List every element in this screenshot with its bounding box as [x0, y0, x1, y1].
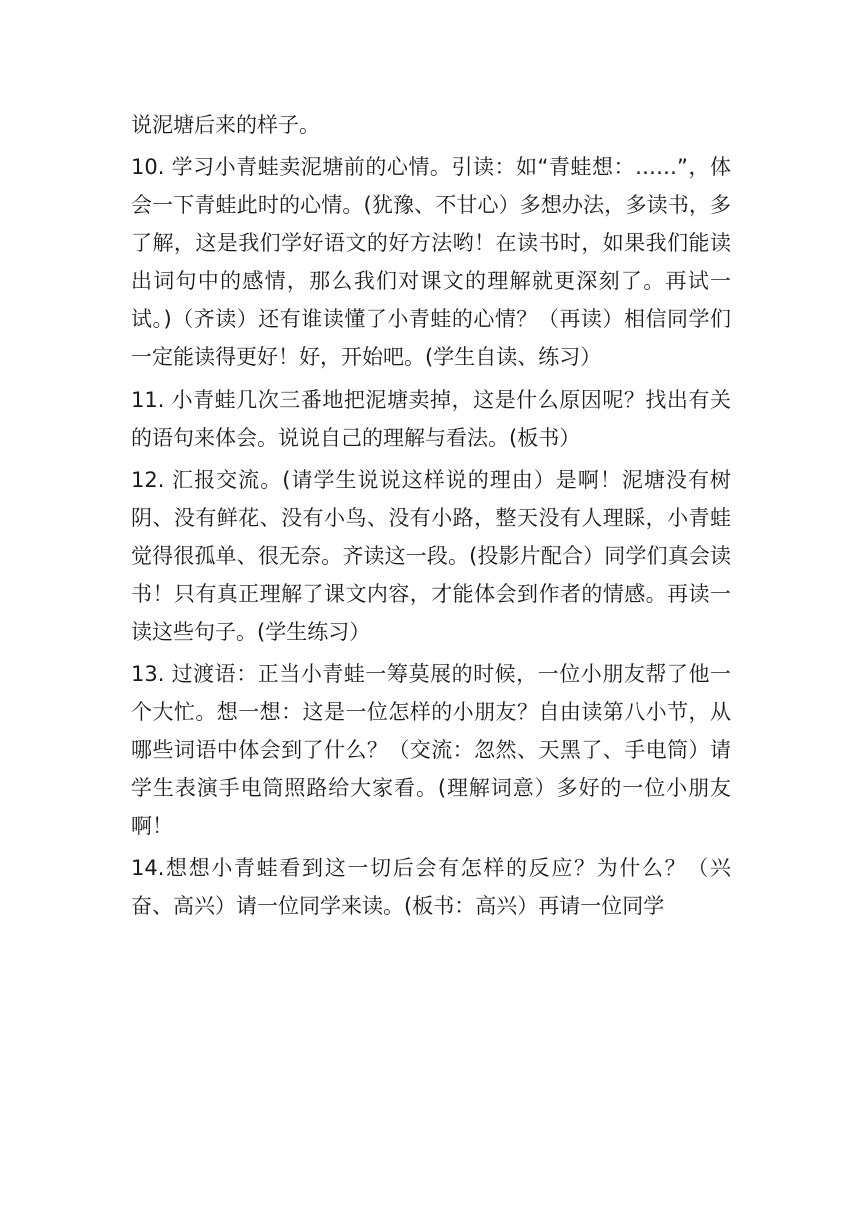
paragraph-continuation: 说泥塘后来的样子。: [131, 113, 320, 137]
paragraph-step-13: 13. 过渡语：正当小青蛙一筹莫展的时候，一位小朋友帮了他一个大忙。想一想：这是一位怎样的小朋友？自由读第八小节，从哪些词语中体会到了什么？（交流：忽然、天黑了、手电筒）请学生表演手电筒照路给大家看。(理解词意）多好的一位小朋友啊！: [131, 662, 731, 839]
document-body: [131, 106, 731, 930]
paragraph-step-12: 12. 汇报交流。(请学生说说这样说的理由）是啊！泥塘没有树阴、没有鲜花、没有小鸟、没有小路，整天没有人理睬，小青蛙觉得很孤单、很无奈。齐读这一段。(投影片配合）同学们真会读书！只有真正理解了课文内容，才能体会到作者的情感。再读一读这些句子。(学生练习）: [131, 467, 731, 644]
paragraph-step-10: 10. 学习小青蛙卖泥塘前的心情。引读：如“青蛙想：……”，体会一下青蛙此时的心情。(犹豫、不甘心）多想办法，多读书，多了解，这是我们学好语文的好方法哟！在读书时，如果我们能读出词句中的感情，那么我们对课文的理解就更深刻了。再试一试。)（齐读）还有谁读懂了小青蛙的心情？（再读）相信同学们一定能读得更好！好，开始吧。(学生自读、练习）: [131, 155, 731, 370]
paragraph-step-14: 14.想想小青蛙看到这一切后会有怎样的反应？为什么？（兴奋、高兴）请一位同学来读。(板书：高兴）再请一位同学: [131, 856, 731, 919]
paragraph-step-11: 11. 小青蛙几次三番地把泥塘卖掉，这是什么原因呢？找出有关的语句来体会。说说自己的理解与看法。(板书）: [131, 387, 731, 450]
